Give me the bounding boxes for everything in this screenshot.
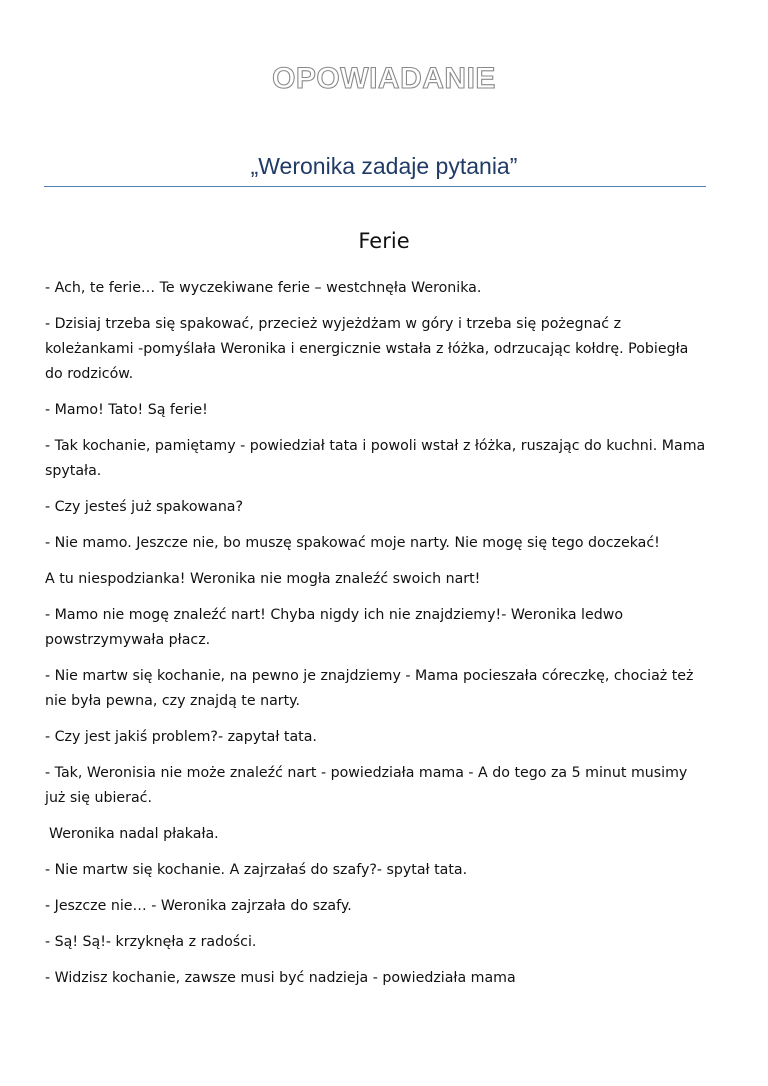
paragraph: - Czy jest jakiś problem?- zapytał tata.	[45, 729, 317, 745]
paragraph: - Ach, te ferie… Te wyczekiwane ferie – westchnęła Weronika.	[45, 280, 482, 296]
paragraph: - Nie martw się kochanie. A zajrzałaś do szafy?- spytał tata.	[45, 862, 468, 878]
paragraph: - Nie mamo. Jeszcze nie, bo muszę spakować moje narty. Nie mogę się tego doczekać!	[45, 535, 660, 551]
paragraph: - Są! Są!- krzyknęła z radości.	[45, 934, 257, 950]
paragraph: - Nie martw się kochanie, na pewno je znajdziemy - Mama pocieszała córeczkę, chociaż też nie była pewna, czy znajdą te narty.	[45, 668, 694, 709]
document-heading: OPOWIADANIE	[272, 62, 496, 95]
paragraph: - Tak, Weronisia nie może znaleźć nart - powiedziała mama - A do tego za 5 minut musimy już się ubierać.	[45, 765, 688, 806]
paragraph: A tu niespodzianka! Weronika nie mogła znaleźć swoich nart!	[45, 571, 481, 587]
story-body	[45, 276, 710, 1002]
paragraph: - Widzisz kochanie, zawsze musi być nadzieja - powiedziała mama	[45, 970, 516, 986]
story-title: „Weronika zadaje pytania”	[250, 153, 518, 179]
paragraph: - Tak kochanie, pamiętamy - powiedział tata i powoli wstał z łóżka, ruszając do kuchni. Mama spytała.	[45, 438, 706, 479]
paragraph: - Mamo! Tato! Są ferie!	[45, 402, 208, 418]
paragraph: Weronika nadal płakała.	[49, 826, 219, 842]
paragraph: - Jeszcze nie… - Weronika zajrzała do szafy.	[45, 898, 352, 914]
chapter-title: Ferie	[358, 229, 410, 253]
paragraph: - Czy jesteś już spakowana?	[45, 499, 244, 515]
title-divider	[44, 186, 706, 187]
paragraph: - Mamo nie mogę znaleźć nart! Chyba nigdy ich nie znajdziemy!- Weronika ledwo powstrzymywała płacz.	[45, 607, 624, 648]
paragraph: - Dzisiaj trzeba się spakować, przecież wyjeżdżam w góry i trzeba się pożegnać z koleżankami -pomyślała Weronika i energicznie wstała z łóżka, odrzucając kołdrę. Pobiegła do rodziców.	[45, 316, 689, 382]
